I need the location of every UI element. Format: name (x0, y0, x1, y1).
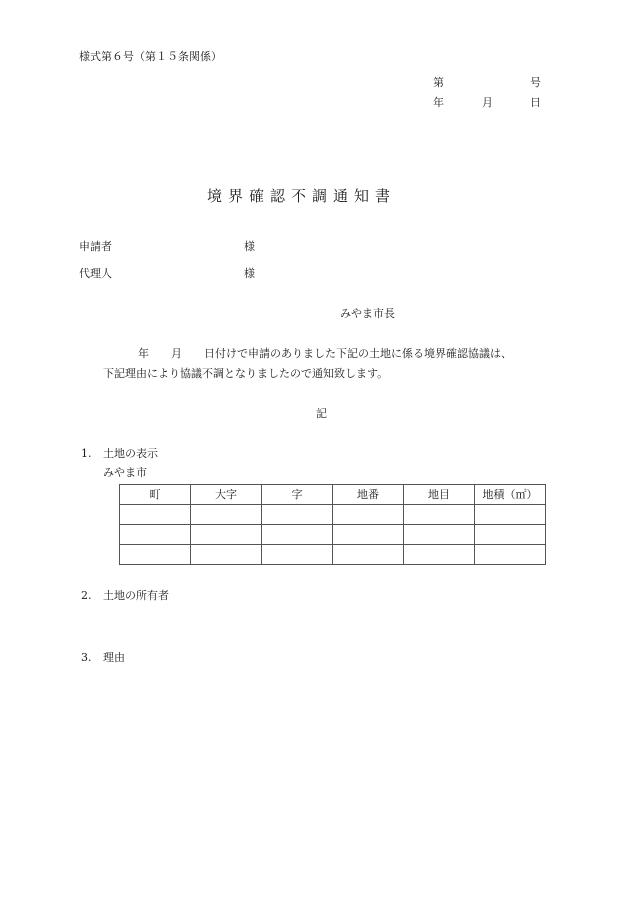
table-cell (191, 525, 262, 545)
column-header: 地番 (333, 485, 404, 505)
section-number: 2. (81, 589, 92, 602)
city-name: みやま市 (103, 466, 147, 479)
section-label: 理由 (103, 651, 125, 664)
section-label: 土地の表示 (103, 447, 158, 460)
table-cell (475, 545, 546, 565)
land-table (119, 484, 546, 565)
section-reason (81, 652, 125, 663)
ki-heading: 記 (316, 407, 327, 420)
table-cell (404, 525, 475, 545)
agent-label: 代理人 (79, 267, 112, 280)
table-cell (120, 525, 191, 545)
section-number: 1. (81, 447, 92, 460)
column-header: 地積（㎡） (475, 485, 546, 505)
applicant-label: 申請者 (79, 240, 112, 253)
body-paragraph-line2: 下記理由により協議不調となりましたので通知致します。 (103, 367, 389, 380)
doc-number-prefix: 第 (433, 76, 444, 89)
table-cell (475, 505, 546, 525)
table-cell (404, 505, 475, 525)
form-number: 様式第６号（第１５条関係） (79, 50, 222, 63)
section-land-owner (81, 590, 169, 601)
table-cell (262, 525, 333, 545)
section-land-display (81, 448, 158, 459)
column-header: 字 (262, 485, 333, 505)
table-cell (120, 545, 191, 565)
table-cell (404, 545, 475, 565)
body-year: 年 (138, 347, 149, 360)
table-cell (262, 505, 333, 525)
agent-honorific: 様 (244, 267, 255, 280)
date-day: 日 (530, 96, 541, 109)
issuer-name: みやま市長 (340, 307, 395, 320)
body-paragraph-line1 (138, 348, 512, 359)
body-month: 月 (171, 347, 182, 360)
table-cell (262, 545, 333, 565)
table-header-row (120, 485, 546, 505)
date-month: 月 (482, 96, 493, 109)
table-cell (475, 525, 546, 545)
table-cell (191, 545, 262, 565)
table-cell (333, 545, 404, 565)
body-text: 日付けで申請のありました下記の土地に係る境界確認協議は、 (204, 347, 512, 360)
column-header: 町 (120, 485, 191, 505)
table-cell (191, 505, 262, 525)
table-row (120, 505, 546, 525)
section-label: 土地の所有者 (103, 589, 169, 602)
table-cell (333, 525, 404, 545)
table-cell (333, 505, 404, 525)
column-header: 大字 (191, 485, 262, 505)
table-cell (120, 505, 191, 525)
date-year: 年 (433, 96, 444, 109)
table-row (120, 525, 546, 545)
table-row (120, 545, 546, 565)
applicant-honorific: 様 (244, 240, 255, 253)
section-number: 3. (81, 651, 92, 664)
doc-number-suffix: 号 (530, 76, 541, 89)
document-title: 境界確認不調通知書 (207, 187, 397, 205)
column-header: 地目 (404, 485, 475, 505)
